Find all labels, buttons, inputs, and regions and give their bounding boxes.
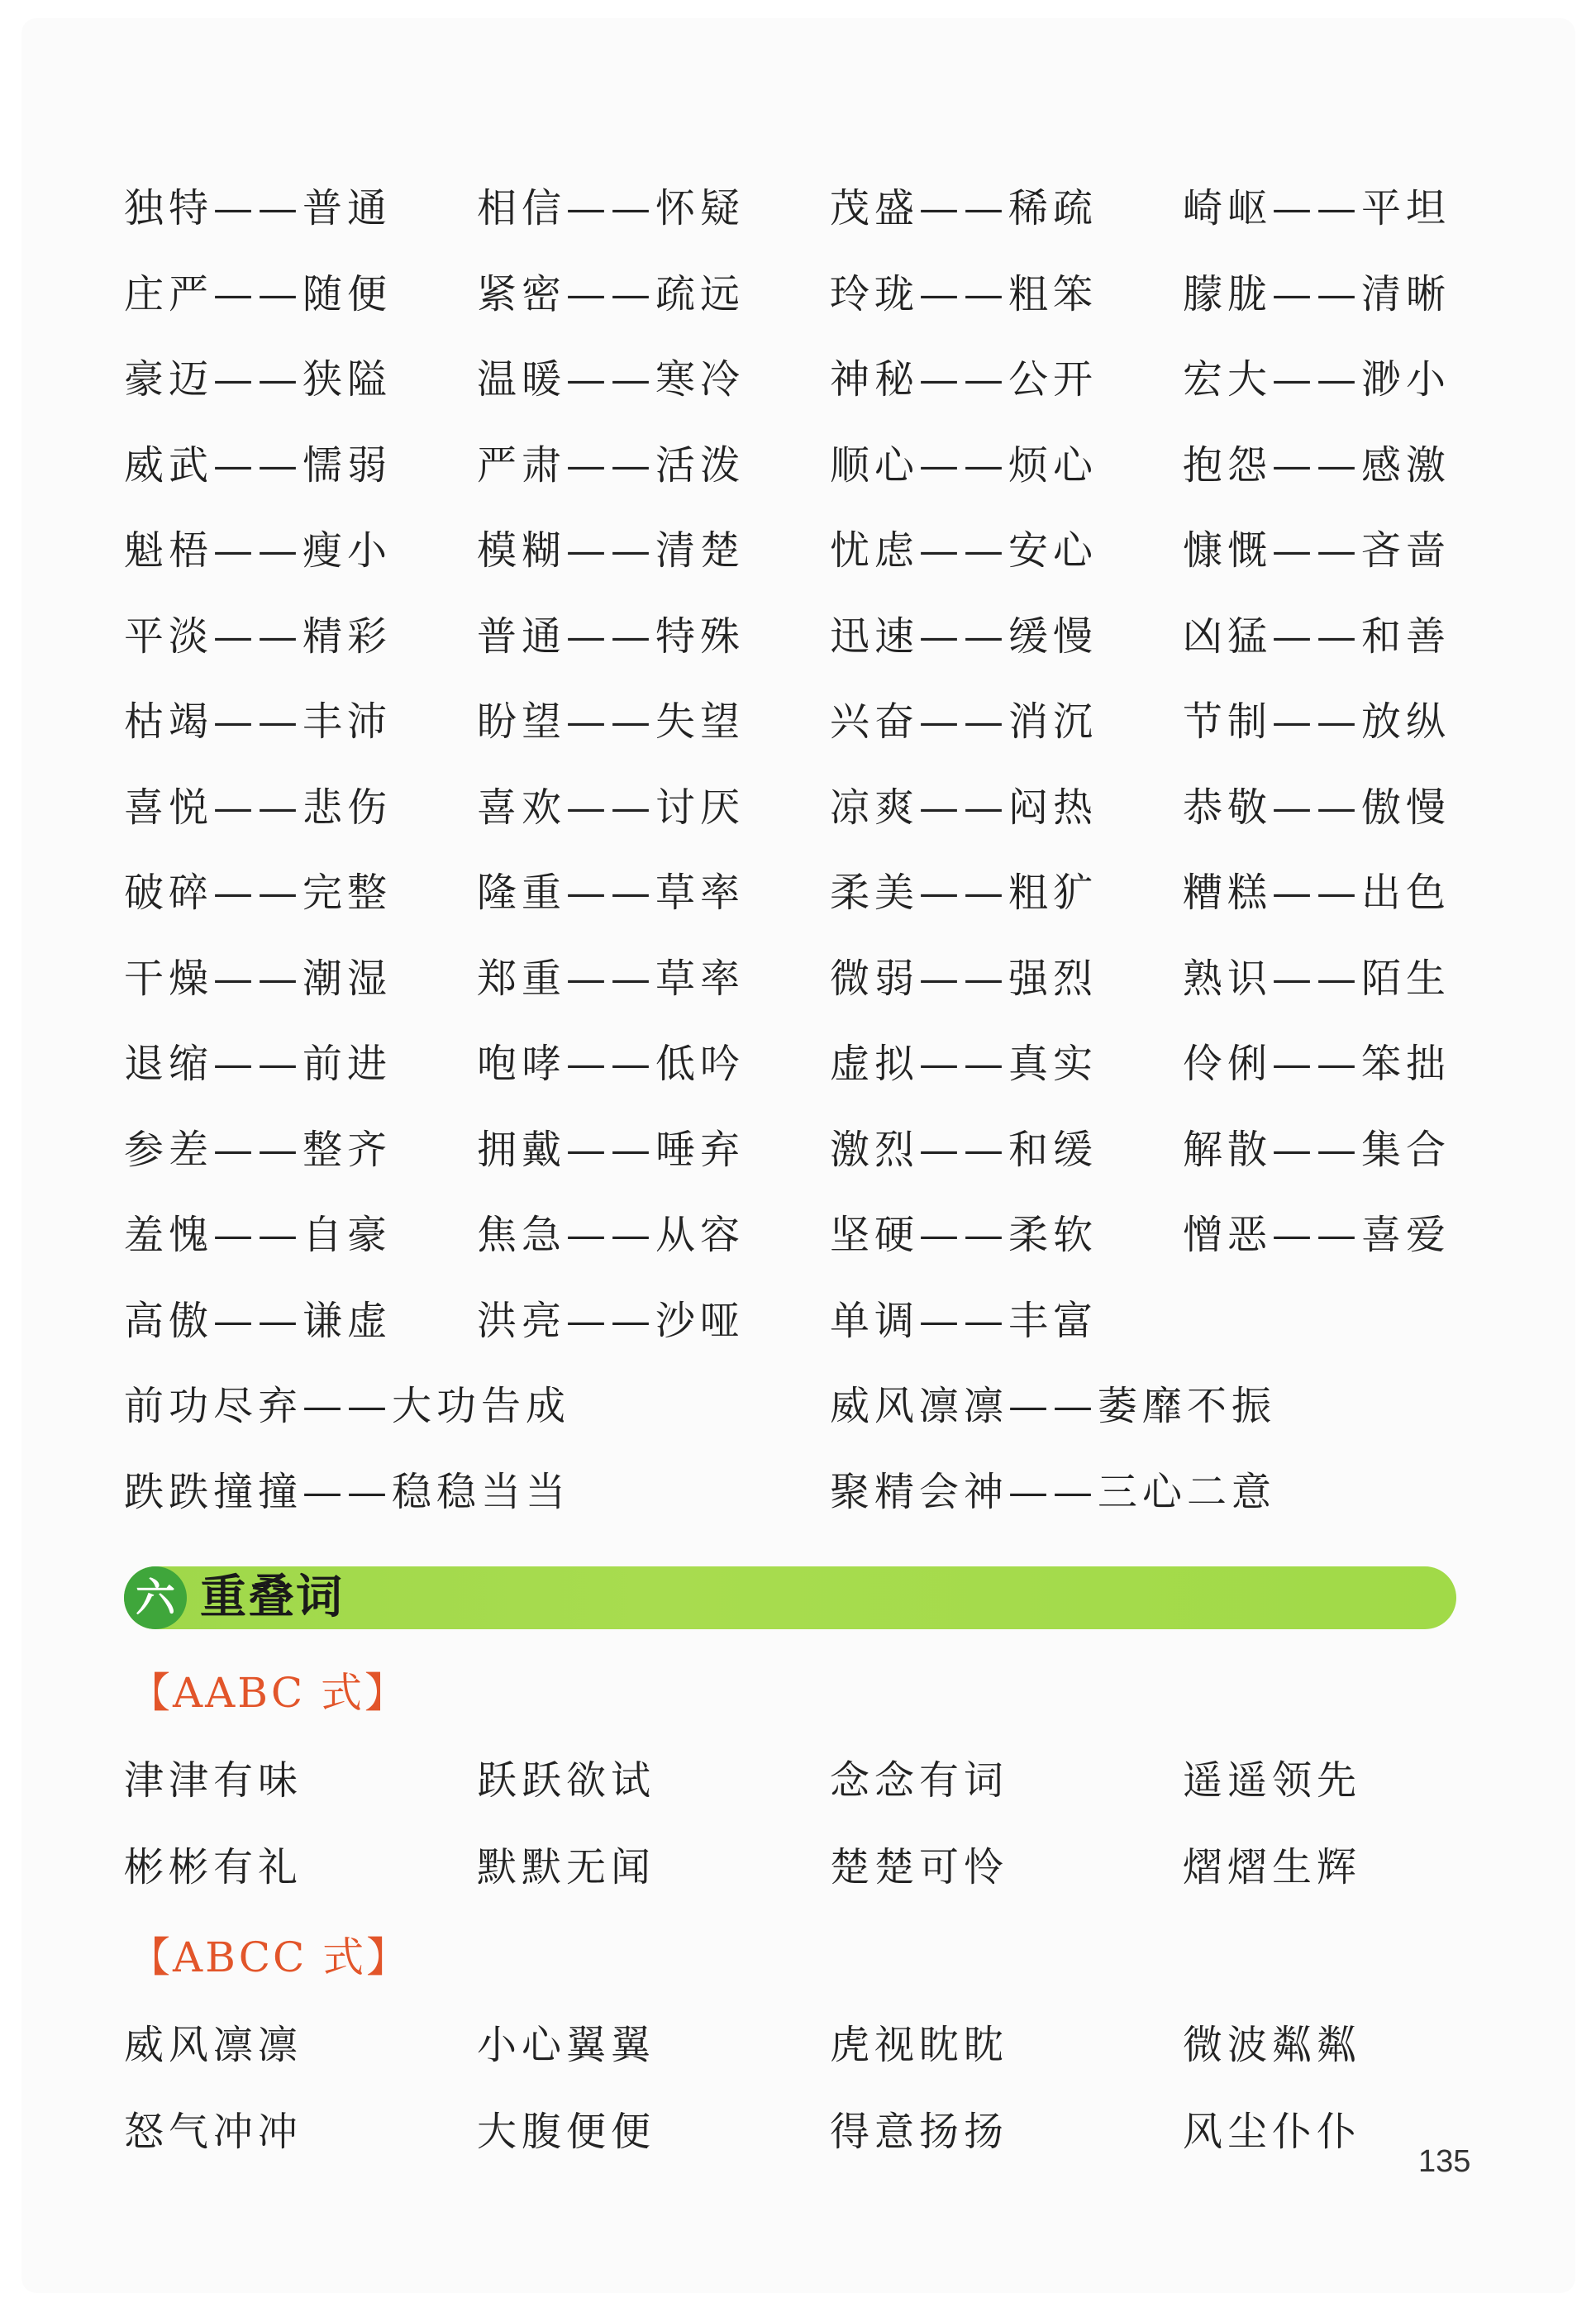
antonym-pair: 喜欢——讨厌 (477, 784, 746, 831)
antonym-pair: 盼望——失望 (477, 698, 746, 745)
word-item: 楚楚可怜 (830, 1844, 1009, 1890)
word-item: 得意扬扬 (830, 2109, 1009, 2155)
word-item: 小心翼翼 (477, 2022, 656, 2068)
antonym-pair: 郑重——草率 (477, 955, 746, 1002)
section-header-bar (124, 1566, 1456, 1629)
antonym-pair: 神秘——公开 (830, 356, 1098, 403)
word-item: 念念有词 (830, 1757, 1009, 1804)
antonym-pair: 模糊——清楚 (477, 527, 746, 574)
word-item: 威风凛凛 (124, 2022, 303, 2068)
abcc-word-grid (124, 2020, 1479, 2194)
antonym-pair: 魁梧——瘦小 (124, 527, 393, 574)
antonym-pair: 豪迈——狭隘 (124, 356, 393, 403)
word-item: 彬彬有礼 (124, 1844, 303, 1890)
antonym-pair: 慷慨——吝啬 (1183, 527, 1451, 574)
antonym-pair: 朦胧——清晰 (1183, 270, 1451, 317)
word-item: 默默无闻 (477, 1844, 656, 1890)
antonym-pair: 柔美——粗犷 (830, 870, 1098, 916)
word-item: 怒气冲冲 (124, 2109, 303, 2155)
antonym-pair: 玲珑——粗笨 (830, 270, 1098, 317)
antonym-pair: 憎恶——喜爱 (1183, 1212, 1451, 1258)
antonym-pair: 干燥——潮湿 (124, 955, 393, 1002)
word-item: 津津有味 (124, 1757, 303, 1804)
antonym-pair: 节制——放纵 (1183, 698, 1451, 745)
section-number-badge: 六 (124, 1566, 187, 1629)
antonym-pair: 宏大——渺小 (1183, 356, 1451, 403)
antonym-pair: 忧虑——安心 (830, 527, 1098, 574)
abcc-label: 【ABCC 式】 (129, 1933, 411, 1981)
antonym-pair: 糟糕——出色 (1183, 870, 1451, 916)
antonym-pair: 破碎——完整 (124, 870, 393, 916)
section-title: 重叠词 (200, 1571, 344, 1624)
antonym-pair: 普通——特殊 (477, 613, 746, 660)
antonym-pair: 解散——集合 (1183, 1126, 1451, 1173)
antonym-pair: 激烈——和缓 (830, 1126, 1098, 1173)
antonym-pair: 熟识——陌生 (1183, 955, 1451, 1002)
antonym-pair: 恭敬——傲慢 (1183, 784, 1451, 831)
aabc-word-grid (124, 1756, 1479, 1929)
antonym-pair: 高傲——谦虚 (124, 1297, 393, 1344)
antonym-pair: 咆哮——低吟 (477, 1041, 746, 1087)
word-item: 遥遥领先 (1183, 1757, 1362, 1804)
antonym-pair: 坚硬——柔软 (830, 1212, 1098, 1258)
antonym-pair: 抱怨——感激 (1183, 441, 1451, 489)
antonym-pair: 微弱——强烈 (830, 955, 1098, 1002)
antonym-pair: 焦急——从容 (477, 1212, 746, 1258)
antonym-pair: 隆重——草率 (477, 870, 746, 916)
antonym-list (124, 184, 1479, 1552)
page-number: 135 (1418, 2144, 1471, 2179)
word-item: 大腹便便 (477, 2109, 656, 2155)
antonym-pair: 虚拟——真实 (830, 1041, 1098, 1087)
antonym-pair: 迅速——缓慢 (830, 613, 1098, 660)
antonym-idiom-pair: 威风凛凛——萎靡不振 (830, 1383, 1277, 1429)
antonym-pair: 相信——怀疑 (477, 185, 746, 231)
antonym-pair: 伶俐——笨拙 (1183, 1041, 1451, 1087)
antonym-pair: 顺心——烦心 (830, 441, 1098, 489)
antonym-pair: 拥戴——唾弃 (477, 1126, 746, 1173)
antonym-pair: 枯竭——丰沛 (124, 698, 393, 745)
antonym-pair: 单调——丰富 (830, 1297, 1098, 1344)
antonym-pair: 独特——普通 (124, 185, 393, 231)
antonym-pair: 平淡——精彩 (124, 613, 393, 660)
antonym-idiom-pair: 聚精会神——三心二意 (830, 1468, 1277, 1515)
word-item: 风尘仆仆 (1183, 2109, 1362, 2155)
antonym-pair: 威武——懦弱 (124, 441, 393, 489)
antonym-pair: 退缩——前进 (124, 1041, 393, 1087)
aabc-label: 【AABC 式】 (129, 1669, 409, 1717)
antonym-pair: 崎岖——平坦 (1183, 185, 1451, 231)
antonym-pair: 茂盛——稀疏 (830, 185, 1098, 231)
antonym-pair: 羞愧——自豪 (124, 1212, 393, 1258)
antonym-pair: 紧密——疏远 (477, 270, 746, 317)
word-item: 熠熠生辉 (1183, 1844, 1362, 1890)
word-item: 虎视眈眈 (830, 2022, 1009, 2068)
antonym-pair: 洪亮——沙哑 (477, 1297, 746, 1344)
antonym-pair: 庄严——随便 (124, 270, 393, 317)
antonym-pair: 参差——整齐 (124, 1126, 393, 1173)
antonym-pair: 凉爽——闷热 (830, 784, 1098, 831)
antonym-pair: 严肃——活泼 (477, 441, 746, 489)
antonym-pair: 凶猛——和善 (1183, 613, 1451, 660)
antonym-pair: 喜悦——悲伤 (124, 784, 393, 831)
word-item: 微波粼粼 (1183, 2022, 1362, 2068)
antonym-idiom-pair: 跌跌撞撞——稳稳当当 (124, 1468, 571, 1515)
word-item: 跃跃欲试 (477, 1757, 656, 1804)
antonym-pair-empty (1183, 1296, 1536, 1382)
antonym-pair: 温暖——寒冷 (477, 356, 746, 403)
antonym-pair: 兴奋——消沉 (830, 698, 1098, 745)
antonym-idiom-pair: 前功尽弃——大功告成 (124, 1383, 571, 1429)
